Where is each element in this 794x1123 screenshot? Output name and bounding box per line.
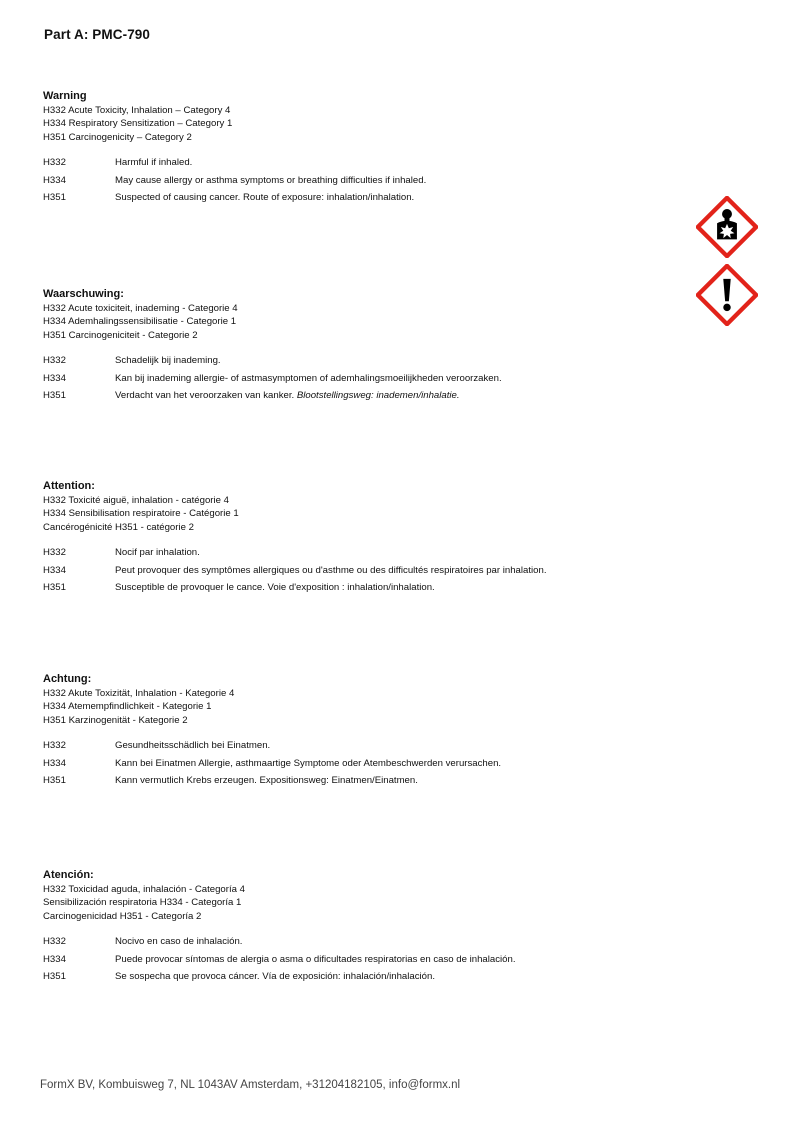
- classification-line: H334 Atemempfindlichkeit - Kategorie 1: [43, 701, 212, 713]
- classification-line: H334 Ademhalingssensibilisatie - Categorie 1: [43, 316, 237, 328]
- hazard-text: Verdacht van het veroorzaken van kanker.: [115, 390, 297, 402]
- hazard-statements: [43, 935, 683, 988]
- hazard-text: Susceptible de provoquer le cance. Voie d'exposition : inhalation/inhalation.: [115, 582, 435, 594]
- hazard-text: Kan bij inademing allergie- of astmasymptomen of ademhalingsmoeilijkheden veroorzaken.: [115, 372, 502, 384]
- hazard-code: H332: [43, 157, 66, 169]
- hazard-statement-row: [43, 191, 683, 209]
- classification-line: H332 Acute Toxicity, Inhalation – Category 4: [43, 105, 231, 116]
- hazard-code: H332: [43, 547, 66, 559]
- hazard-code: H334: [43, 757, 66, 769]
- hazard-statement-row: [43, 156, 683, 174]
- ghs07-exclamation-mark-icon: [696, 264, 758, 326]
- hazard-text: Peut provoquer des symptômes allergiques ou d'asthme ou des difficultés respiratoires par inhalation.: [115, 564, 547, 576]
- signal-word: Attention:: [43, 480, 95, 492]
- classification-line: H334 Sensibilisation respiratoire - Catégorie 1: [43, 508, 239, 520]
- signal-word: Waarschuwing:: [43, 288, 124, 300]
- hazard-statements: [43, 546, 683, 599]
- classification-line: H351 Karzinogenität - Kategorie 2: [43, 714, 188, 726]
- hazard-text: Schadelijk bij inademing.: [115, 355, 221, 367]
- hazard-section-english: [43, 89, 683, 209]
- classification-line: H332 Akute Toxizität, Inhalation - Kategorie 4: [43, 688, 235, 699]
- classification-line: Carcinogenicidad H351 - Categoría 2: [43, 910, 202, 922]
- hazard-section-dutch: [43, 287, 683, 407]
- classification-line: H351 Carcinogenicity – Category 2: [43, 131, 192, 143]
- document-title: Part A: PMC-790: [44, 27, 151, 42]
- exposure-route-text: Blootstellingsweg: inademen/inhalatie.: [296, 390, 460, 402]
- hazard-text: Nocif par inhalation.: [115, 547, 200, 559]
- classification-line: H332 Acute toxiciteit, inademing - Categorie 4: [43, 303, 238, 314]
- signal-word: Warning: [43, 90, 87, 102]
- hazard-statement-row: [43, 935, 683, 953]
- hazard-statement-row: [43, 581, 683, 599]
- hazard-statements: [43, 739, 683, 792]
- hazard-code: H351: [43, 775, 66, 787]
- hazard-code: H351: [43, 582, 66, 594]
- hazard-code: H332: [43, 936, 66, 948]
- classification-line: H351 Carcinogeniciteit - Categorie 2: [43, 329, 198, 341]
- signal-word: Atención:: [43, 869, 94, 881]
- signal-word: Achtung:: [43, 673, 92, 685]
- hazard-code: H334: [43, 953, 66, 965]
- hazard-statement-row: [43, 774, 683, 792]
- hazard-text: Gesundheitsschädlich bei Einatmen.: [115, 740, 271, 752]
- hazard-pictograms: [696, 196, 760, 326]
- hazard-section-french: [43, 479, 683, 599]
- hazard-code: H351: [43, 971, 66, 983]
- hazard-text: May cause allergy or asthma symptoms or breathing difficulties if inhaled.: [115, 174, 427, 186]
- hazard-code: H334: [43, 564, 66, 576]
- hazard-statement-row: [43, 546, 683, 564]
- hazard-code: H332: [43, 740, 66, 752]
- hazard-section-spanish: [43, 868, 683, 988]
- hazard-statement-row: [43, 953, 683, 971]
- classification-line: H332 Toxicité aiguë, inhalation - catégorie 4: [43, 495, 229, 506]
- hazard-statement-row: [43, 174, 683, 192]
- hazard-text: Nocivo en caso de inhalación.: [115, 936, 243, 948]
- hazard-text: Kann vermutlich Krebs erzeugen. Expositionsweg: Einatmen/Einatmen.: [115, 775, 418, 787]
- company-footer: FormX BV, Kombuisweg 7, NL 1043AV Amsterdam, +31204182105, info@formx.nl: [40, 1079, 461, 1091]
- hazard-statement-row: [43, 354, 683, 372]
- hazard-statements: [43, 156, 683, 209]
- hazard-text: Kann bei Einatmen Allergie, asthmaartige Symptome oder Atembeschwerden verursachen.: [115, 757, 502, 769]
- classification-line: Sensibilización respiratoria H334 - Categoría 1: [43, 897, 242, 909]
- hazard-section-german: [43, 672, 683, 792]
- hazard-text: Suspected of causing cancer. Route of exposure: inhalation/inhalation.: [115, 192, 415, 204]
- classification-line: H332 Toxicidad aguda, inhalación - Categoría 4: [43, 884, 245, 895]
- hazard-code: H351: [43, 390, 66, 402]
- hazard-code: H332: [43, 355, 66, 367]
- classification-line: H334 Respiratory Sensitization – Category 1: [43, 118, 233, 130]
- hazard-code: H351: [43, 192, 66, 204]
- hazard-statement-row: [43, 564, 683, 582]
- hazard-statement-row: [43, 389, 683, 407]
- hazard-statement-row: [43, 970, 683, 988]
- hazard-text: Se sospecha que provoca cáncer. Vía de exposición: inhalación/inhalación.: [115, 971, 436, 983]
- ghs08-health-hazard-icon: [696, 196, 758, 258]
- hazard-statement-row: [43, 739, 683, 757]
- hazard-statements: [43, 354, 683, 407]
- classification-line: Cancérogénicité H351 - catégorie 2: [43, 521, 194, 533]
- hazard-code: H334: [43, 174, 66, 186]
- hazard-code: H334: [43, 372, 66, 384]
- hazard-text: Harmful if inhaled.: [115, 157, 193, 169]
- hazard-text: Puede provocar síntomas de alergia o asma o dificultades respiratorias en caso de inhalación.: [115, 953, 516, 965]
- hazard-statement-row: [43, 372, 683, 390]
- hazard-statement-row: [43, 757, 683, 775]
